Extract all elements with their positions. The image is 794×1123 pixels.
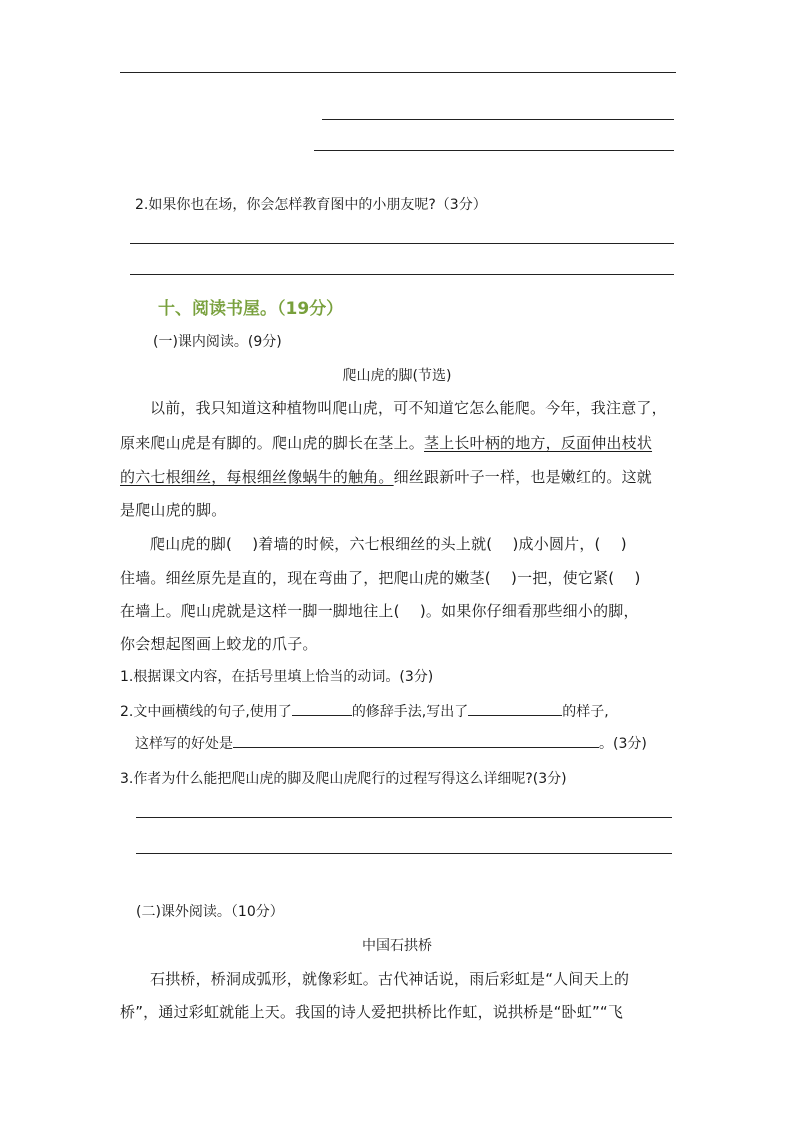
question-2-benefit	[135, 733, 647, 755]
answer-line	[130, 274, 674, 275]
answer-line	[136, 853, 672, 854]
passage-text: 细丝跟新叶子一样，也是嫩红的。这就	[393, 468, 653, 486]
passage-line: 石拱桥，桥洞成弧形，就像彩虹。古代神话说，雨后彩虹是“人间天上的	[150, 970, 630, 988]
passage-line: 桥”，通过彩虹就能上天。我国的诗人爱把拱桥比作虹，说拱桥是“卧虹”“飞	[120, 1003, 624, 1021]
passage-line	[120, 466, 652, 488]
passage-line: 在墙上。爬山虎就是这样一脚一脚地往上( )。如果你仔细看那些细小的脚，	[120, 602, 639, 620]
passage-line: 以前，我只知道这种植物叫爬山虎，可不知道它怎么能爬。今年，我注意了，	[150, 399, 667, 417]
question-text: 这样写的好处是	[135, 736, 233, 752]
answer-line	[314, 150, 674, 151]
passage-line: 爬山虎的脚( )着墙的时候，六七根细丝的头上就( )成小圆片，( )	[150, 535, 627, 553]
fill-blank	[292, 701, 352, 716]
underlined-sentence: 茎上长叶柄的地方，反面伸出枝状	[424, 434, 653, 452]
passage-line: 住墙。细丝原先是直的，现在弯曲了，把爬山虎的嫩茎( )一把，使它紧( )	[120, 569, 641, 587]
question-text: 的样子,	[562, 704, 609, 720]
passage-line: 是爬山虎的脚。	[120, 501, 227, 519]
passage-line: 你会想起图画上蛟龙的爪子。	[120, 635, 318, 653]
passage-line	[120, 432, 652, 454]
underlined-sentence: 的六七根细丝，每根细丝像蜗牛的触角。	[120, 468, 394, 486]
fill-blank	[233, 733, 599, 748]
question-2: 2.如果你也在场，你会怎样教育图中的小朋友呢?（3分）	[135, 197, 487, 213]
part2-label: (二)课外阅读。（10分）	[136, 904, 284, 920]
question-2-rhetoric	[120, 701, 609, 723]
section-heading: 十、阅读书屋。（19分）	[158, 299, 344, 319]
passage-text: 原来爬山虎是有脚的。爬山虎的脚长在茎上。	[120, 434, 425, 452]
question-text: 2.文中画横线的句子,使用了	[120, 704, 292, 720]
answer-line	[136, 817, 672, 818]
question-text: 。(3分)	[599, 736, 647, 752]
question-1: 1.根据课文内容，在括号里填上恰当的动词。(3分)	[120, 669, 434, 685]
passage-title: 爬山虎的脚(节选)	[342, 368, 452, 384]
answer-line	[322, 119, 674, 120]
answer-line	[120, 72, 676, 73]
part1-label: (一)课内阅读。(9分)	[153, 334, 282, 350]
question-text: 的修辞手法,写出了	[351, 704, 469, 720]
answer-line	[130, 243, 674, 244]
fill-blank	[468, 701, 562, 716]
question-3: 3.作者为什么能把爬山虎的脚及爬山虎爬行的过程写得这么详细呢?(3分)	[120, 771, 567, 787]
passage-title: 中国石拱桥	[362, 938, 432, 954]
